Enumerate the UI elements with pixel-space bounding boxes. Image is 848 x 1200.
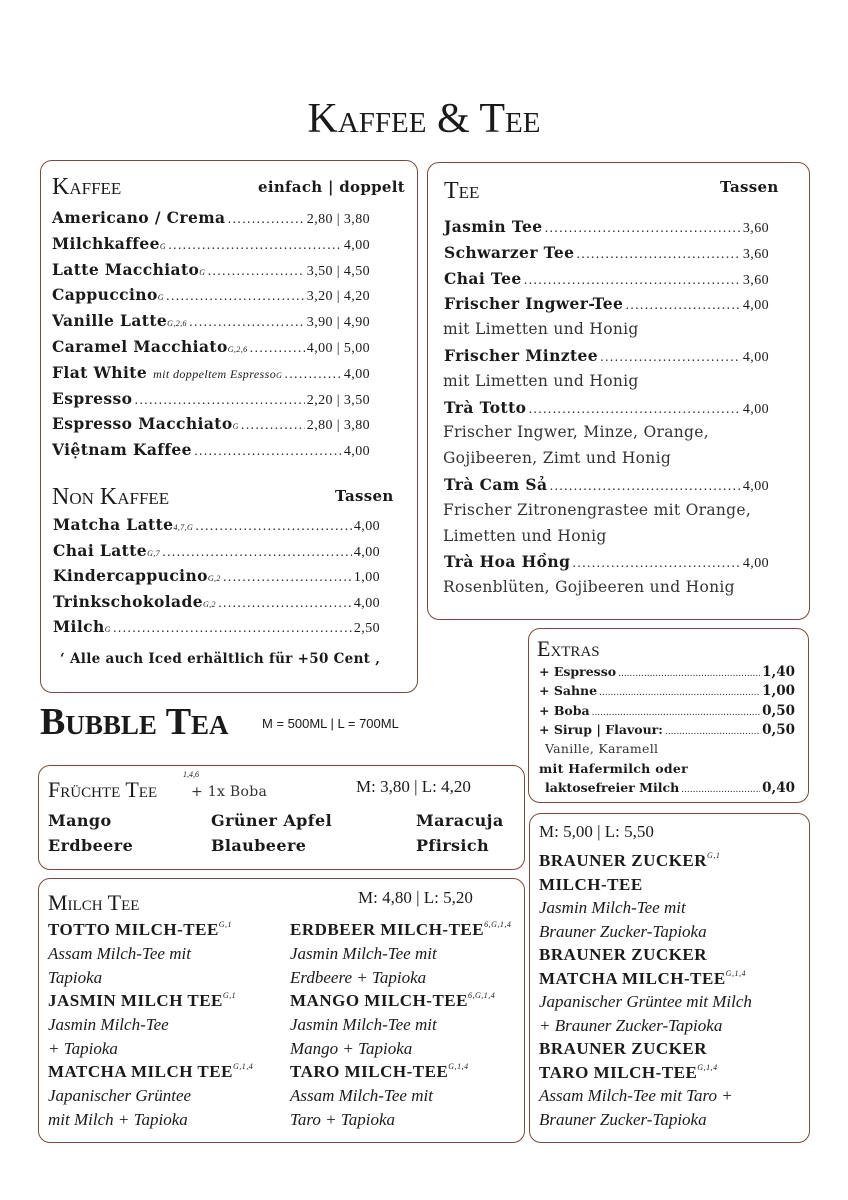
item-price: 1,00 [353, 570, 380, 586]
allergen-codes: G,2 [207, 574, 221, 584]
item-price: 4,00 [742, 479, 769, 494]
menu-item [444, 217, 769, 237]
milk-tea-name [48, 991, 236, 1011]
leader-dots [528, 402, 741, 416]
leader-dots [592, 708, 761, 718]
brown-sugar-description: + Brauner Zucker-Tapioka [539, 1015, 723, 1035]
brown-sugar-title: MILCH-TEE [539, 874, 643, 894]
menu-item [53, 515, 380, 535]
menu-item [444, 475, 769, 495]
allergen-codes: G,2 [202, 599, 216, 609]
item-price: 2,50 [353, 621, 380, 637]
flavor-item: Blaubeere [211, 836, 307, 855]
allergen-codes: G,1,4 [232, 1062, 254, 1071]
item-description: Rosenblüten, Gojibeeren und Honig [443, 578, 735, 597]
brown-sugar-name [539, 1039, 707, 1059]
allergen-codes: G [276, 370, 283, 380]
milk-tea-title: MATCHA MILCH TEE [48, 1062, 233, 1081]
leader-dots [113, 621, 352, 635]
iced-footnote: ‘ Alle auch Iced erhältlich für +50 Cent , [60, 651, 381, 667]
allergen-codes: G [159, 241, 167, 251]
menu-item [53, 592, 380, 612]
milk-tea-name [290, 920, 511, 940]
brown-sugar-name [539, 851, 720, 871]
menu-item [52, 389, 370, 409]
menu-item [53, 541, 380, 561]
milk-tea-name [290, 1062, 469, 1082]
flavor-item: Erdbeere [48, 836, 134, 855]
leader-dots [599, 688, 760, 698]
milk-tea-description: Assam Milch-Tee mit [48, 944, 191, 963]
menu-item [52, 440, 370, 460]
fruechte-heading: Früchte Tee [48, 777, 158, 802]
leader-dots [168, 238, 342, 252]
leader-dots [241, 418, 305, 432]
item-name: Kindercappucino [53, 566, 208, 586]
flavor-item: Pfirsich [416, 836, 490, 855]
brown-sugar-title: BRAUNER ZUCKER [539, 945, 708, 964]
menu-item [444, 294, 769, 314]
item-price: 4,00 [742, 350, 769, 365]
milk-tea-description: Japanischer Grüntee [48, 1086, 192, 1105]
brown-sugar-description: Brauner Zucker-Tapioka [539, 1109, 707, 1129]
extra-name: + Boba [539, 702, 590, 718]
item-name: Americano / Crema [52, 208, 226, 227]
menu-item [444, 243, 769, 263]
milk-option-line1: mit Hafermilch oder [539, 761, 689, 776]
leader-dots [665, 727, 760, 737]
allergen-codes: 4,7,G [173, 523, 194, 532]
sirup-options: Vanille, Karamell [545, 741, 659, 756]
brown-sugar-name [539, 945, 707, 965]
extra-name: + Espresso [539, 664, 617, 679]
leader-dots [524, 273, 741, 287]
milk-tea-title: TARO MILCH-TEE [290, 1062, 449, 1081]
menu-item [444, 552, 769, 572]
brown-sugar-description: Japanischer Grüntee mit Milch [539, 992, 752, 1011]
menu-item [52, 208, 370, 228]
extra-price: 0,50 [762, 721, 795, 738]
extra-price: 1,40 [762, 664, 795, 680]
item-price: 4,00 [742, 401, 769, 417]
item-name: Vanille Latte [52, 311, 168, 331]
allergen-codes: G,1 [218, 920, 233, 929]
menu-item [52, 414, 370, 434]
item-description: Limetten und Honig [443, 526, 607, 545]
item-description: mit Limetten und Honig [443, 371, 639, 390]
allergen-codes: G [199, 267, 206, 277]
milch-tee-heading: Milch Tee [48, 890, 140, 915]
milk-option-price: 0,40 [762, 780, 795, 796]
item-name: Trà Cam Sả [444, 475, 548, 494]
brown-sugar-description: Jasmin Milch-Tee mit [539, 898, 686, 917]
leader-dots [250, 341, 305, 355]
item-price: 3,60 [742, 246, 769, 262]
menu-item [52, 285, 370, 305]
item-price: 4,00 [343, 237, 370, 253]
item-name: Latte Macchiato [52, 259, 200, 279]
leader-dots [162, 545, 352, 559]
item-price: 4,00 [353, 544, 380, 560]
brown-sugar-name [539, 969, 746, 989]
milk-tea-name [48, 920, 232, 940]
extra-item [539, 703, 795, 719]
extra-price: 1,00 [762, 683, 795, 700]
leader-dots [600, 350, 741, 364]
milk-tea-description: Jasmin Milch-Tee mit [290, 1015, 437, 1034]
brauner-zucker-price: M: 5,00 | L: 5,50 [539, 822, 654, 841]
item-name: Trinkschokolade [53, 591, 203, 611]
brown-sugar-name [539, 875, 643, 895]
item-description: Gojibeeren, Zimt und Honig [443, 449, 672, 468]
menu-item [53, 617, 380, 637]
item-price: 3,90 | 4,90 [306, 315, 370, 331]
extra-price: 0,50 [762, 702, 795, 719]
menu-item [444, 346, 769, 366]
item-name: Trà Hoa Hồng [444, 552, 571, 572]
milk-tea-description: Jasmin Milch-Tee mit [290, 944, 437, 963]
leader-dots [218, 596, 352, 610]
item-description: mit Limetten und Honig [443, 320, 639, 339]
leader-dots [572, 556, 741, 570]
item-name: Matcha Latte [53, 515, 174, 534]
milk-tea-title: JASMIN MILCH TEE [48, 991, 223, 1010]
brown-sugar-description: Brauner Zucker-Tapioka [539, 921, 707, 941]
flavor-item: Grüner Apfel [211, 811, 333, 830]
menu-item [52, 260, 370, 280]
tee-columns: Tassen [720, 178, 779, 196]
item-name: Milch [53, 617, 105, 637]
item-price: 4,00 [742, 556, 769, 572]
item-description: Frischer Zitronengrastee mit Orange, [443, 500, 752, 519]
milk-tea-title: TOTTO MILCH-TEE [48, 920, 219, 939]
allergen-codes: G,1,4 [697, 1062, 718, 1072]
menu-item [52, 311, 370, 331]
item-name: Cappuccino [52, 285, 158, 305]
milk-tea-description: Tapioka [48, 967, 103, 987]
leader-dots [625, 298, 741, 312]
allergen-codes: G,2,6 [167, 319, 187, 329]
milk-tea-description: Erdbeere + Tapioka [290, 967, 427, 987]
milk-tea-description: Taro + Tapioka [290, 1109, 396, 1129]
page-title: Kaffee & Tee [307, 96, 541, 142]
item-price: 4,00 [353, 519, 380, 534]
leader-dots [195, 519, 352, 533]
leader-dots [189, 315, 305, 329]
leader-dots [166, 289, 305, 303]
flavor-item: Maracuja [416, 811, 504, 830]
leader-dots [228, 212, 305, 226]
extra-name: + Sirup | Flavour: [539, 721, 663, 737]
brown-sugar-description: Assam Milch-Tee mit Taro + [539, 1086, 733, 1105]
item-price: 3,20 | 4,20 [306, 289, 370, 305]
item-price: 4,00 | 5,00 [306, 341, 370, 356]
brown-sugar-title: MATCHA MILCH-TEE [539, 968, 726, 988]
item-name: Jasmin Tee [444, 217, 543, 236]
item-name: Caramel Macchiato [52, 337, 228, 356]
brown-sugar-name [539, 1063, 718, 1083]
milk-tea-name [290, 991, 495, 1011]
item-name: Chai Latte [53, 540, 148, 560]
allergen-codes: G [157, 293, 164, 303]
allergen-codes: G,1 [222, 991, 237, 1000]
item-price: 3,50 | 4,50 [306, 263, 370, 279]
item-name: Frischer Ingwer-Tee [444, 294, 624, 314]
tee-heading: Tee [444, 178, 480, 204]
milk-tea-title: ERDBEER MILCH-TEE [290, 920, 485, 939]
allergen-codes: 6,G,1,4 [484, 920, 512, 929]
milch-tee-price: M: 4,80 | L: 5,20 [358, 888, 473, 907]
item-price: 2,80 | 3,80 [306, 418, 370, 434]
allergen-codes: G,1,4 [725, 968, 746, 978]
item-price: 4,00 [742, 298, 769, 314]
flavor-item: Mango [48, 811, 112, 830]
item-name: Việtnam Kaffee [52, 440, 192, 460]
item-price: 2,80 | 3,80 [306, 212, 370, 227]
item-name: Flat White [52, 362, 148, 382]
fruechte-price: M: 3,80 | L: 4,20 [356, 777, 471, 796]
item-price: 4,00 [343, 366, 370, 382]
milk-tea-description: Mango + Tapioka [290, 1038, 413, 1058]
item-name: Frischer Minztee [444, 346, 599, 365]
item-name: Espresso Macchiato [52, 414, 233, 434]
brown-sugar-title: BRAUNER ZUCKER [539, 1039, 708, 1058]
milk-option-row [545, 780, 795, 796]
extra-item [539, 722, 795, 738]
milk-tea-description: mit Milch + Tapioka [48, 1109, 188, 1129]
brown-sugar-title: TARO MILCH-TEE [539, 1062, 698, 1082]
leader-dots [207, 264, 304, 278]
leader-dots [618, 669, 760, 679]
item-price: 4,00 [353, 595, 380, 611]
milk-tea-name [48, 1062, 253, 1082]
milk-tea-description: + Tapioka [48, 1038, 118, 1058]
item-price: 3,60 [742, 221, 769, 236]
extra-item [539, 664, 795, 680]
bubble-tea-heading: Bubble Tea [40, 701, 229, 743]
allergen-codes: 6,G,1,4 [467, 991, 496, 1000]
menu-item [52, 363, 370, 383]
extra-item [539, 683, 795, 699]
non-kaffee-heading: Non Kaffee [52, 484, 170, 510]
menu-item [444, 269, 769, 289]
item-name: Espresso [52, 388, 133, 408]
allergen-codes: G,2,6 [227, 345, 248, 354]
allergen-codes: G [104, 625, 111, 635]
milk-option-line2: laktosefreier Milch [545, 780, 680, 795]
milk-tea-title: MANGO MILCH-TEE [290, 991, 468, 1010]
item-description: Frischer Ingwer, Minze, Orange, [443, 423, 709, 442]
leader-dots [194, 444, 342, 458]
milk-tea-description: Assam Milch-Tee mit [290, 1086, 433, 1105]
allergen-codes: G,1 [707, 851, 721, 860]
leader-dots [576, 247, 741, 261]
item-price: 2,20 | 3,50 [306, 392, 370, 408]
allergen-codes: G,7 [147, 548, 161, 558]
item-note: mit doppeltem Espresso [153, 366, 277, 381]
leader-dots [545, 221, 741, 235]
non-kaffee-columns: Tassen [335, 487, 394, 505]
menu-item [444, 398, 769, 418]
leader-dots [284, 367, 342, 381]
menu-item [52, 234, 370, 254]
item-price: 3,60 [742, 272, 769, 288]
kaffee-heading: Kaffee [52, 174, 122, 200]
leader-dots [134, 393, 304, 407]
allergen-codes: G,1,4 [448, 1062, 469, 1071]
leader-dots [223, 570, 352, 584]
item-name: Schwarzer Tee [444, 242, 575, 262]
item-price: 4,00 [343, 444, 370, 460]
fruechte-allergens: 1,4,6 [183, 770, 199, 779]
item-name: Milchkaffee [52, 233, 160, 253]
fruechte-addon: + 1x Boba [191, 784, 268, 800]
kaffee-columns: einfach | doppelt [258, 178, 405, 196]
menu-item [52, 337, 370, 357]
item-name: Chai Tee [444, 268, 522, 288]
extra-name: + Sahne [539, 683, 598, 699]
milk-tea-description: Jasmin Milch-Tee [48, 1015, 169, 1034]
leader-dots [549, 479, 740, 493]
brown-sugar-title: BRAUNER ZUCKER [539, 851, 708, 870]
extras-heading: Extras [537, 636, 600, 661]
menu-item [53, 566, 380, 586]
bubble-tea-sizes: M = 500ML | L = 700ML [262, 716, 399, 731]
item-name: Trà Totto [444, 397, 527, 417]
allergen-codes: G [232, 422, 239, 432]
